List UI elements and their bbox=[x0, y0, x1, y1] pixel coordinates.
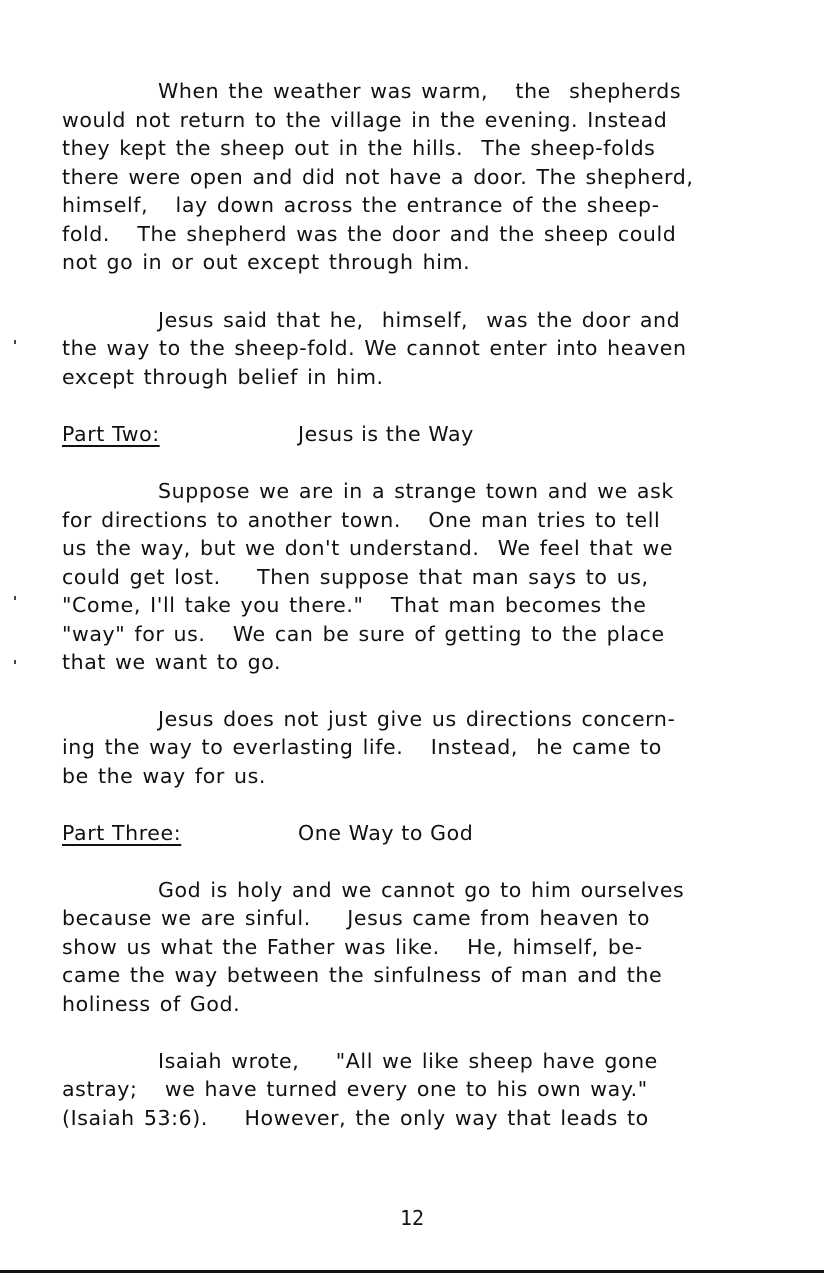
text-line: Jesus said that he, himself, was the door and bbox=[158, 308, 681, 332]
text-line: could get lost. Then suppose that man says to us, bbox=[62, 565, 649, 589]
text-line: they kept the sheep out in the hills. The sheep-folds bbox=[62, 136, 656, 160]
text-line: "Come, I'll take you there." That man becomes the bbox=[62, 593, 647, 617]
page-number: 12 bbox=[400, 1206, 425, 1230]
text-line: astray; we have turned every one to his own way." bbox=[62, 1077, 648, 1101]
text-line: When the weather was warm, the shepherds bbox=[158, 79, 682, 103]
text-line: be the way for us. bbox=[62, 764, 266, 788]
text-line: fold. The shepherd was the door and the sheep could bbox=[62, 222, 677, 246]
text-line: Isaiah wrote, "All we like sheep have gone bbox=[158, 1049, 658, 1073]
text-line: God is holy and we cannot go to him ourselves bbox=[158, 878, 685, 902]
text-line: that we want to go. bbox=[62, 650, 282, 674]
text-line: himself, lay down across the entrance of the sheep- bbox=[62, 193, 660, 217]
text-line: "way" for us. We can be sure of getting to the place bbox=[62, 622, 665, 646]
text-line: holiness of God. bbox=[62, 992, 241, 1016]
scan-speck bbox=[14, 340, 16, 344]
section-title: Jesus is the Way bbox=[298, 422, 474, 446]
text-line: us the way, but we don't understand. We feel that we bbox=[62, 536, 674, 560]
text-line: Suppose we are in a strange town and we ask bbox=[158, 479, 674, 503]
text-line: not go in or out except through him. bbox=[62, 250, 471, 274]
page-bottom-edge bbox=[0, 1270, 824, 1273]
text-line: (Isaiah 53:6). However, the only way that leads to bbox=[62, 1106, 649, 1130]
text-line: except through belief in him. bbox=[62, 365, 384, 389]
section-label: Part Two: bbox=[62, 422, 160, 446]
text-line: came the way between the sinfulness of man and the bbox=[62, 963, 663, 987]
text-line: Jesus does not just give us directions concern- bbox=[158, 707, 676, 731]
text-line: would not return to the village in the evening. Instead bbox=[62, 108, 668, 132]
text-line: show us what the Father was like. He, himself, be- bbox=[62, 935, 643, 959]
text-line: the way to the sheep-fold. We cannot enter into heaven bbox=[62, 336, 687, 360]
text-line: ing the way to everlasting life. Instead, he came to bbox=[62, 735, 662, 759]
text-line: because we are sinful. Jesus came from heaven to bbox=[62, 906, 650, 930]
text-line: for directions to another town. One man tries to tell bbox=[62, 508, 661, 532]
text-line: there were open and did not have a door. The shepherd, bbox=[62, 165, 694, 189]
section-title: One Way to God bbox=[298, 821, 474, 845]
scan-speck bbox=[14, 660, 16, 664]
scan-speck bbox=[14, 596, 16, 600]
section-label: Part Three: bbox=[62, 821, 182, 845]
